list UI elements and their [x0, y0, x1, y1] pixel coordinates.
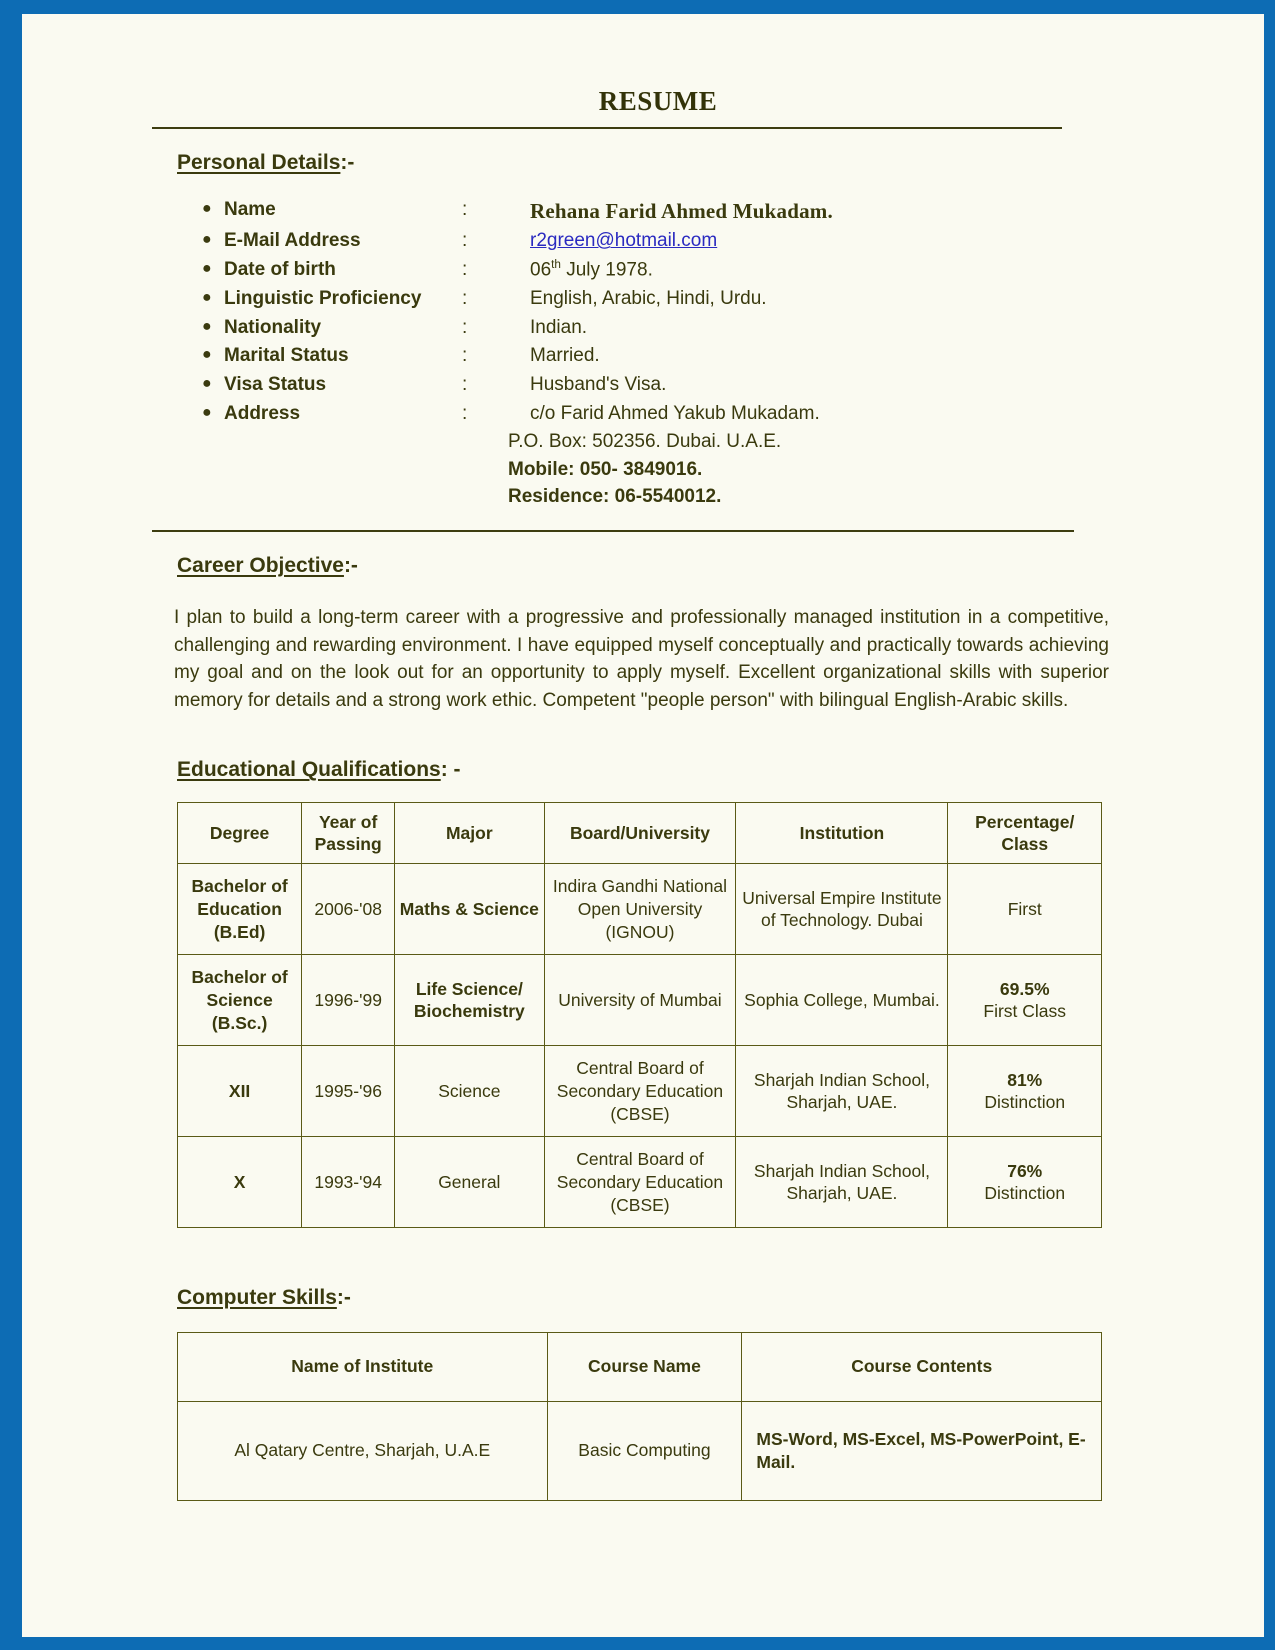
cell-percentage: [948, 1046, 1102, 1137]
list-item: [22, 343, 1264, 369]
cell-major: General: [395, 1137, 544, 1228]
column-header-board: Board/University: [544, 803, 736, 864]
career-objective-text: I plan to build a long-term career with a progressive and professionally managed institution in a competitive, challenging and rewarding environment. I have equipped myself conceptually and practically towards achieving my goal and on the look out for an opportunity to apply myself. Excellent organizational skills with superior memory for details and a strong work ethic. Competent "people person" with bilingual English-Arabic skills.: [174, 607, 1109, 711]
detail-colon: :: [462, 230, 468, 252]
cell-major: Science: [395, 1046, 544, 1137]
detail-label: Linguistic Proficiency: [224, 287, 422, 309]
class-value: Distinction: [984, 1092, 1066, 1113]
detail-value-languages: English, Arabic, Hindi, Urdu.: [530, 287, 767, 309]
cell-course-name: Basic Computing: [547, 1402, 742, 1501]
detail-label: Visa Status: [224, 373, 327, 395]
table-row: [178, 1046, 1102, 1137]
career-objective-heading-text: Career Objective: [177, 554, 344, 578]
detail-value-marital-status: Married.: [530, 345, 600, 367]
detail-label: Marital Status: [224, 345, 349, 367]
detail-value-visa-status: Husband's Visa.: [530, 373, 667, 395]
bullet-icon: ●: [202, 374, 212, 392]
address-indent-spacer: [22, 429, 508, 455]
address-line-residence: [22, 484, 1264, 510]
percentage-value: 76%: [1007, 1160, 1043, 1181]
column-header-institution: Institution: [736, 803, 948, 864]
dob-ordinal-suffix: th: [551, 257, 561, 271]
cell-percentage: [948, 864, 1102, 955]
detail-colon: :: [462, 258, 468, 280]
cell-degree: X: [178, 1137, 302, 1228]
page-title: RESUME: [598, 86, 718, 116]
computer-skills-heading-suffix: :-: [336, 1286, 351, 1310]
computer-skills-table: [177, 1332, 1102, 1501]
class-value: First Class: [983, 1001, 1067, 1022]
bullet-icon: ●: [202, 288, 212, 306]
title-divider: [152, 127, 1062, 129]
column-header-year: Year of Passing: [302, 803, 395, 864]
cell-year: 2006-'08: [302, 864, 395, 955]
cell-major: Life Science/ Biochemistry: [395, 955, 544, 1046]
list-item: [22, 257, 1264, 283]
list-item: [22, 372, 1264, 398]
cell-year: 1995-'96: [302, 1046, 395, 1137]
cell-institute: Al Qatary Centre, Sharjah, U.A.E: [178, 1402, 548, 1501]
percentage-value: 81%: [1007, 1069, 1043, 1090]
percentage-value: 69.5%: [999, 978, 1050, 999]
cell-board: Indira Gandhi National Open University (IGNOU): [544, 864, 736, 955]
personal-details-heading-text: Personal Details: [177, 151, 341, 174]
career-objective-heading-suffix: :-: [343, 554, 358, 578]
table-header-row: [178, 1333, 1102, 1402]
column-header-percentage: Percentage/ Class: [948, 803, 1102, 864]
education-table: [177, 802, 1102, 1228]
list-item: [22, 228, 1264, 254]
list-item: [22, 197, 1264, 225]
cell-degree: Bachelor of Education (B.Ed): [178, 864, 302, 955]
detail-label: E-Mail Address: [224, 230, 361, 252]
bullet-icon: ●: [202, 259, 212, 277]
cell-percentage: [948, 1137, 1102, 1228]
email-link[interactable]: r2green@hotmail.com: [530, 230, 718, 252]
dob-rest: July 1978.: [560, 259, 653, 281]
cell-degree: Bachelor of Science (B.Sc.): [178, 955, 302, 1046]
bullet-icon: ●: [202, 231, 212, 249]
section-heading-career-objective: [177, 554, 1264, 578]
detail-value-name: Rehana Farid Ahmed Mukadam.: [530, 199, 833, 223]
cell-course-contents: MS-Word, MS-Excel, MS-PowerPoint, E-Mail.: [742, 1402, 1102, 1501]
personal-details-heading-suffix: :-: [340, 151, 355, 174]
education-heading-text: Educational Qualifications: [177, 758, 441, 782]
residence-text: Residence: 06-5540012.: [508, 486, 722, 508]
personal-details-divider: [152, 530, 1074, 532]
detail-label: Address: [224, 402, 301, 424]
detail-value-email: [530, 228, 1264, 254]
table-row: [178, 955, 1102, 1046]
column-header-course-name: Course Name: [547, 1333, 742, 1402]
education-heading-suffix: : -: [440, 758, 461, 782]
table-row: [178, 1137, 1102, 1228]
cell-year: 1993-'94: [302, 1137, 395, 1228]
list-item: [22, 315, 1264, 341]
detail-colon: :: [462, 199, 468, 220]
cell-year: 1996-'99: [302, 955, 395, 1046]
list-item: [22, 286, 1264, 312]
detail-value-address: c/o Farid Ahmed Yakub Mukadam.: [530, 402, 820, 424]
column-header-degree: Degree: [178, 803, 302, 864]
mobile-text: Mobile: 050- 3849016.: [508, 458, 703, 480]
table-row: [178, 864, 1102, 955]
detail-value-nationality: Indian.: [530, 316, 588, 338]
address-line-mobile: [22, 457, 1264, 483]
bullet-icon: ●: [202, 200, 212, 217]
detail-colon: :: [462, 373, 468, 395]
table-header-row: [178, 803, 1102, 864]
cell-institution: Universal Empire Institute of Technology. Dubai: [736, 864, 948, 955]
address-line-pobox: [22, 429, 1264, 455]
resume-sheet: [22, 14, 1264, 1637]
column-header-course-contents: Course Contents: [742, 1333, 1102, 1402]
detail-value-dob: [530, 257, 1264, 283]
bullet-icon: ●: [202, 403, 212, 421]
cell-percentage: [948, 955, 1102, 1046]
detail-label: Nationality: [224, 316, 322, 338]
cell-degree: XII: [178, 1046, 302, 1137]
detail-colon: :: [462, 345, 468, 367]
detail-colon: :: [462, 402, 468, 424]
cell-board: Central Board of Secondary Education (CBSE): [544, 1046, 736, 1137]
bullet-icon: ●: [202, 346, 212, 364]
class-value: First: [1007, 898, 1042, 919]
section-heading-educational-qualifications: [177, 758, 1264, 782]
cell-institution: Sharjah Indian School, Sharjah, UAE.: [736, 1137, 948, 1228]
section-heading-personal-details: [177, 151, 1264, 175]
table-row: [178, 1402, 1102, 1501]
cell-board: Central Board of Secondary Education (CBSE): [544, 1137, 736, 1228]
detail-label: Date of birth: [224, 258, 336, 280]
bullet-icon: ●: [202, 317, 212, 335]
address-indent-spacer: [22, 457, 508, 483]
detail-colon: :: [462, 287, 468, 309]
detail-label: Name: [224, 199, 276, 220]
address-indent-spacer: [22, 484, 508, 510]
cell-institution: Sophia College, Mumbai.: [736, 955, 948, 1046]
column-header-major: Major: [395, 803, 544, 864]
computer-skills-heading-text: Computer Skills: [177, 1286, 337, 1310]
section-heading-computer-skills: [177, 1286, 1264, 1310]
column-header-institute: Name of Institute: [178, 1333, 548, 1402]
cell-board: University of Mumbai: [544, 955, 736, 1046]
dob-day: 06: [530, 259, 552, 281]
personal-details-list: [22, 197, 1264, 426]
class-value: Distinction: [984, 1183, 1066, 1204]
list-item: [22, 401, 1264, 427]
detail-colon: :: [462, 316, 468, 338]
resume-page: [22, 14, 1264, 1637]
address-text: P.O. Box: 502356. Dubai. U.A.E.: [508, 431, 782, 453]
cell-institution: Sharjah Indian School, Sharjah, UAE.: [736, 1046, 948, 1137]
cell-major: Maths & Science: [395, 864, 544, 955]
